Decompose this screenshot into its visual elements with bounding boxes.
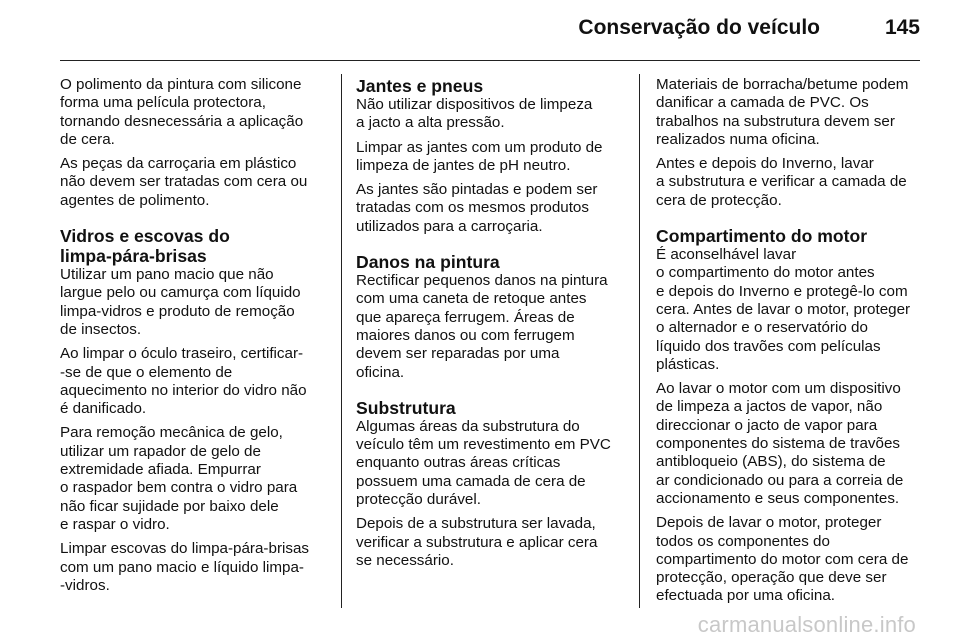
paragraph: Depois de lavar o motor, proteger todos os componentes do compartimento do motor com cera de protecção, operação que deve ser efectuada por uma oficina. [656,514,909,605]
paragraph: Algumas áreas da substrutura do veículo têm um revestimento em PVC enquanto outras áreas críticas possuem uma camada de cera de protecção durável. [356,417,611,509]
column-divider-1 [341,74,342,608]
paragraph: Rectificar pequenos danos na pintura com uma caneta de retoque antes que apareça ferrugem. Áreas de maiores danos ou com ferrugem devem ser reparadas por uma oficina. [356,272,608,381]
column-3 [656,76,926,612]
paragraph: Não utilizar dispositivos de limpeza a jacto a alta pressão. [356,96,593,132]
section-heading-vidros: Vidros e escovas do limpa-pára-brisas [60,226,230,267]
watermark-text: carmanualsonline.info [697,612,916,637]
column-1 [60,76,330,601]
section-heading-substrutura: Substrutura [356,397,456,418]
paragraph: Depois de a substrutura ser lavada, verificar a substrutura e aplicar cera se necessário. [356,515,598,569]
section-heading-danos: Danos na pintura [356,252,500,273]
paragraph: Antes e depois do Inverno, lavar a substrutura e verificar a camada de cera de protecção. [656,155,907,209]
paragraph: As jantes são pintadas e podem ser tratadas com os mesmos produtos utilizados para a carroçaria. [356,181,598,235]
page-number: 145 [884,16,920,39]
paragraph: Utilizar um pano macio que não largue pelo ou camurça com líquido limpa-vidros e produto de remoção de insectos. [60,266,301,338]
column-2 [356,76,626,576]
section-heading-jantes: Jantes e pneus [356,76,484,96]
paragraph: Ao limpar o óculo traseiro, certificar- -se de que o elemento de aquecimento no interior do vidro não é danificado. [60,345,307,418]
page-title: Conservação do veículo [578,16,820,39]
column-divider-2 [639,74,640,608]
paragraph: Limpar as jantes com um produto de limpeza de jantes de pH neutro. [356,138,603,174]
paragraph: Para remoção mecânica de gelo, utilizar um rapador de gelo de extremidade afiada. Empurrar o raspador bem contra o vidro para não ficar sujidade por baixo dele e raspar o vidro. [60,424,298,533]
paragraph: O polimento da pintura com silicone forma uma película protectora, tornando desnecessária a aplicação de cera. [60,76,304,148]
paragraph: Limpar escovas do limpa-pára-brisas com um pano macio e líquido limpa- -vidros. [60,540,310,594]
section-heading-compartimento: Compartimento do motor [656,226,868,247]
paragraph: É aconselhável lavar o compartimento do motor antes e depois do Inverno e protegê-lo com cera. Antes de lavar o motor, proteger o alternador e o reservatório do líquido dos travões com películas plásticas. [656,246,911,373]
paragraph: Ao lavar o motor com um dispositivo de limpeza a jactos de vapor, não direccionar o jacto de vapor para componentes do sistema de travões antibloqueio (ABS), do sistema de ar condicionado ou para a correia de accionamento e seus componentes. [656,380,904,507]
paragraph: As peças da carroçaria em plástico não devem ser tratadas com cera ou agentes de polimento. [60,155,308,209]
header-rule [60,60,920,61]
paragraph: Materiais de borracha/betume podem danificar a camada de PVC. Os trabalhos na substrutura devem ser realizados numa oficina. [656,76,909,148]
